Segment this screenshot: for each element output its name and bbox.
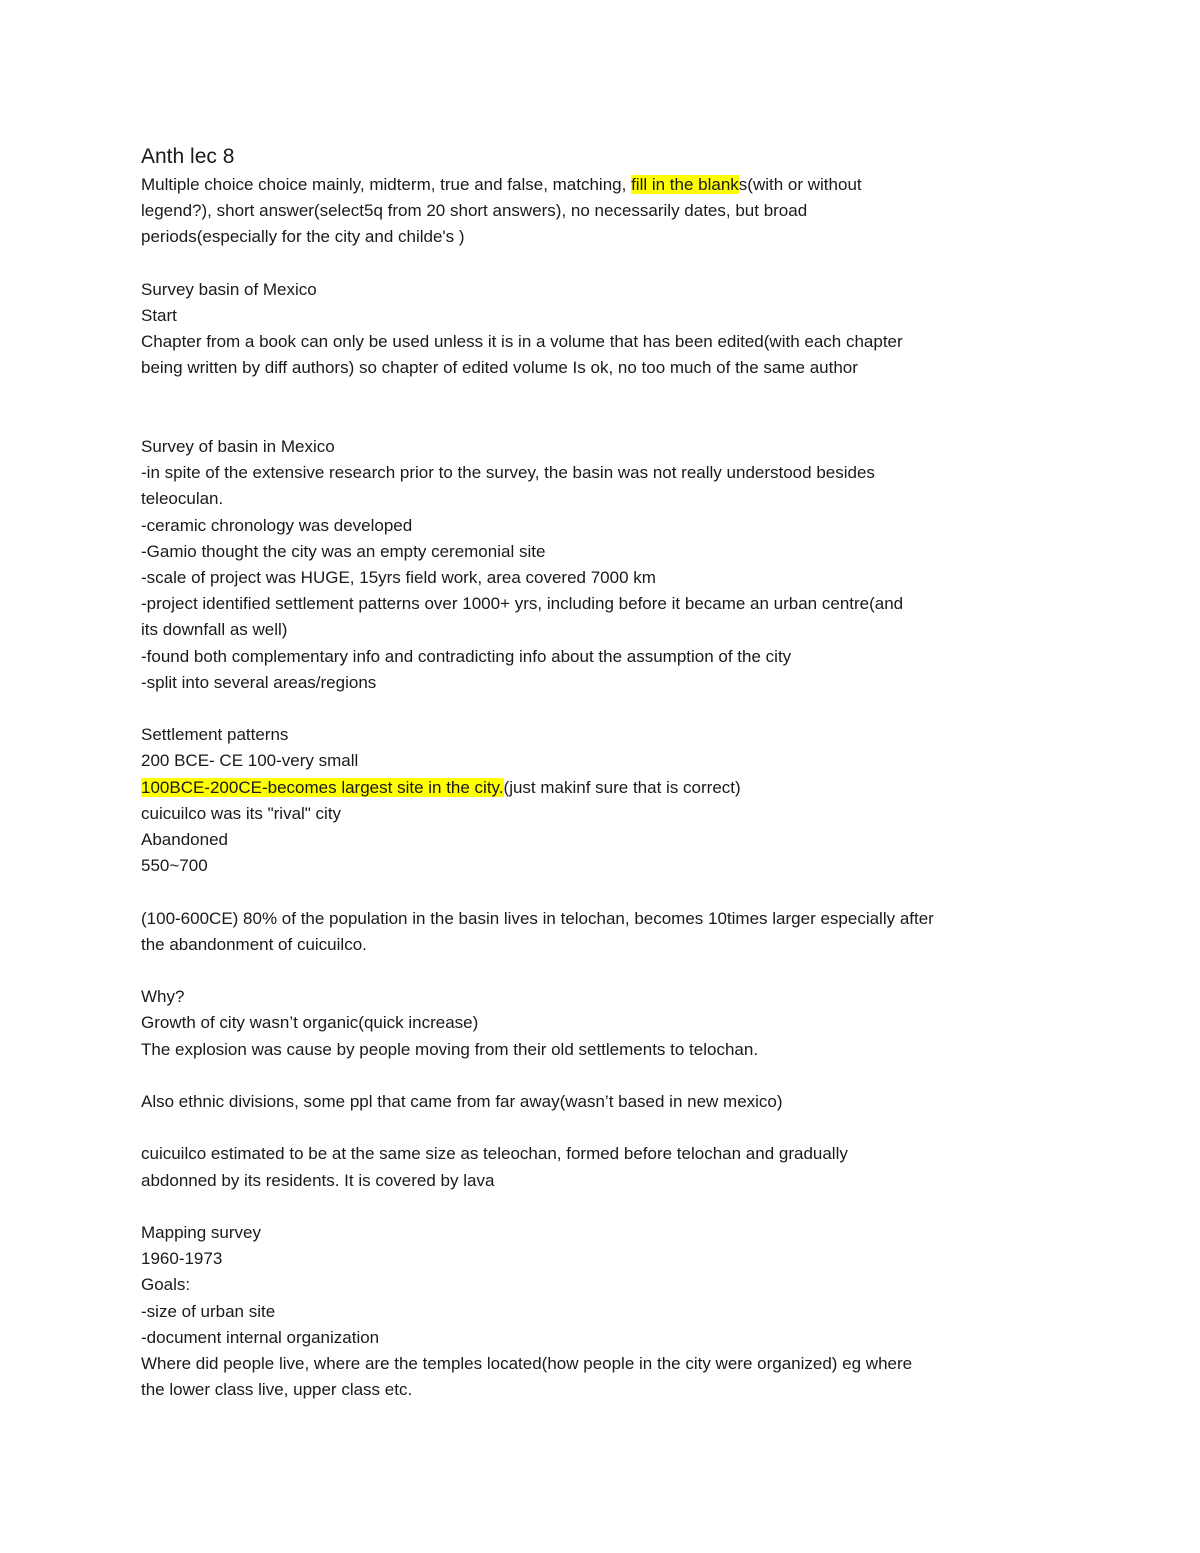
survey-of-basin-line-2: -in spite of the extensive research prior to the survey, the basin was not really understood besides <box>141 463 875 483</box>
why-section <box>141 984 1071 1063</box>
survey-of-basin-line-5: -Gamio thought the city was an empty ceremonial site <box>141 541 546 561</box>
ethnic-section <box>141 1089 1071 1115</box>
blank-line <box>141 1063 1071 1089</box>
survey-of-basin-section <box>141 434 1071 696</box>
settlement-heading: Settlement patterns <box>141 725 289 745</box>
blank-line <box>141 1115 1071 1141</box>
highlighted-text: 100BCE-200CE-becomes largest site in the city. <box>141 777 504 797</box>
mapping-line-7: the lower class live, upper class etc. <box>141 1380 413 1400</box>
mapping-heading: Mapping survey <box>141 1222 262 1242</box>
survey-basin-section <box>141 277 1071 382</box>
survey-of-basin-line-10: -split into several areas/regions <box>141 672 377 692</box>
blank-line <box>141 696 1071 722</box>
intro-line-1 <box>141 172 1071 198</box>
mapping-line-2: 1960-1973 <box>141 1249 223 1269</box>
survey-of-basin-line-8: its downfall as well) <box>141 620 288 640</box>
why-line-2: Growth of city wasn’t organic(quick increase) <box>141 1013 479 1033</box>
settlement-line-6: 550~700 <box>141 856 208 876</box>
survey-basin-line-4: being written by diff authors) so chapter of edited volume Is ok, no too much of the same author <box>141 358 858 378</box>
cuicuilco-line-1: cuicuilco estimated to be at the same size as teleochan, formed before telochan and gradually <box>141 1144 848 1164</box>
settlement-section <box>141 722 1071 879</box>
mapping-line-5: -document internal organization <box>141 1327 380 1347</box>
intro-line-3: periods(especially for the city and childe's ) <box>141 227 465 247</box>
survey-of-basin-line-6: -scale of project was HUGE, 15yrs field work, area covered 7000 km <box>141 568 656 587</box>
survey-basin-line-2: Start <box>141 306 177 325</box>
survey-basin-line-3: Chapter from a book can only be used unless it is in a volume that has been edited(with each chapter <box>141 332 903 352</box>
intro-section <box>141 172 1071 251</box>
survey-of-basin-line-9: -found both complementary info and contradicting info about the assumption of the city <box>141 646 792 666</box>
intro-line-1-tail: s(with or without <box>738 175 862 194</box>
intro-line-1-text: Multiple choice choice mainly, midterm, true and false, matching, <box>141 175 632 194</box>
mapping-line-3: Goals: <box>141 1275 191 1295</box>
mapping-line-6: Where did people live, where are the temples located(how people in the city were organized) eg where <box>141 1354 913 1373</box>
blank-line <box>141 408 1071 434</box>
settlement-line-5: Abandoned <box>141 830 228 850</box>
blank-line <box>141 879 1071 905</box>
settlement-line-3 <box>141 775 1071 801</box>
highlighted-text: fill in the blank <box>631 175 739 194</box>
blank-line <box>141 382 1071 408</box>
document-title: Anth lec 8 <box>141 145 235 168</box>
blank-line <box>141 251 1071 277</box>
mapping-line-4: -size of urban site <box>141 1301 276 1321</box>
settlement-line-2: 200 BCE- CE 100-very small <box>141 751 359 771</box>
survey-of-basin-line-3: teleoculan. <box>141 489 224 509</box>
survey-of-basin-line-4: -ceramic chronology was developed <box>141 515 413 535</box>
settlement-line-3-tail: (just makinf sure that is correct) <box>503 777 741 797</box>
population-section <box>141 906 1071 958</box>
population-line-1: (100-600CE) 80% of the population in the basin lives in telochan, becomes 10times larger especially after <box>141 908 934 928</box>
population-line-2: the abandonment of cuicuilco. <box>141 934 367 954</box>
cuicuilco-line-2: abdonned by its residents. It is covered by lava <box>141 1170 495 1190</box>
survey-of-basin-line-7: -project identified settlement patterns over 1000+ yrs, including before it became an urban centre(and <box>141 594 904 614</box>
why-heading: Why? <box>141 987 185 1007</box>
mapping-section <box>141 1220 1071 1403</box>
blank-line <box>141 958 1071 984</box>
ethnic-line-1: Also ethnic divisions, some ppl that came from far away(wasn’t based in new mexico) <box>141 1092 783 1111</box>
why-line-3: The explosion was cause by people moving from their old settlements to telochan. <box>141 1039 759 1059</box>
survey-basin-heading: Survey basin of Mexico <box>141 279 317 299</box>
intro-line-2: legend?), short answer(select5q from 20 short answers), no necessarily dates, but broad <box>141 201 808 221</box>
blank-line <box>141 1194 1071 1220</box>
settlement-line-4: cuicuilco was its "rival" city <box>141 803 342 823</box>
cuicuilco-section <box>141 1141 1071 1193</box>
document-body <box>141 142 1071 1403</box>
survey-of-basin-heading: Survey of basin in Mexico <box>141 436 335 456</box>
